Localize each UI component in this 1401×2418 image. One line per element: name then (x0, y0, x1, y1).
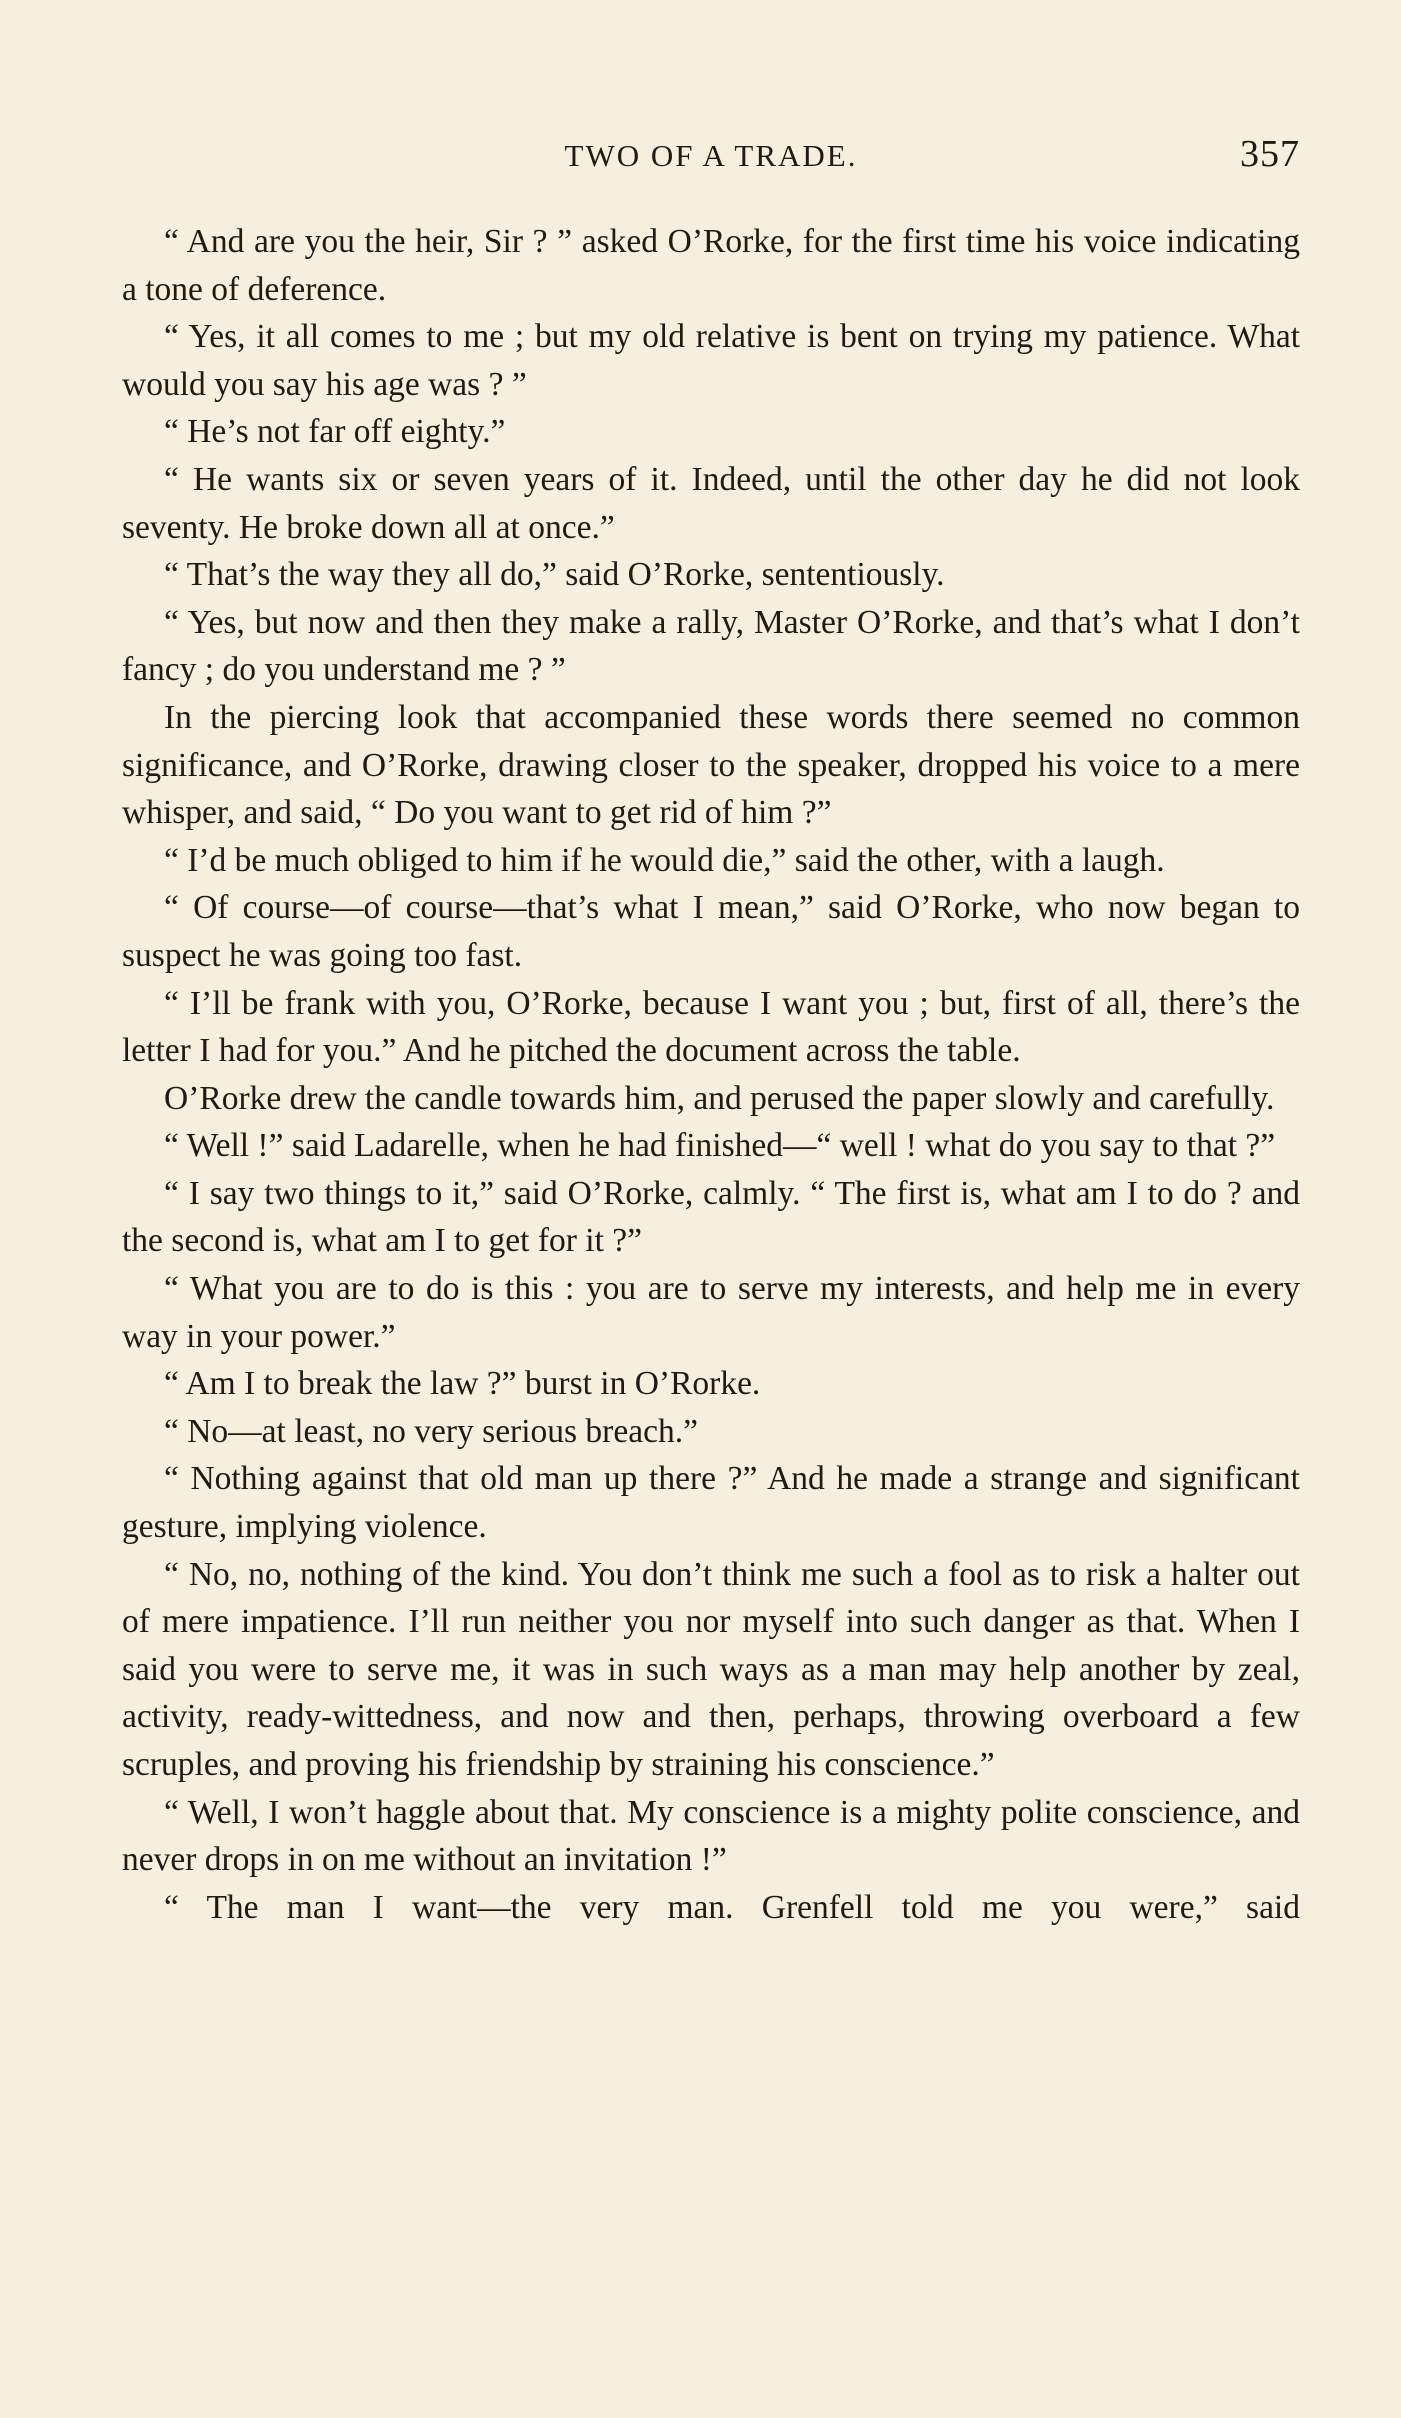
paragraph: O’Rorke drew the candle towards him, and perused the paper slowly and carefully. (164, 1079, 1275, 1117)
page-number: 357 (1240, 133, 1300, 175)
paragraph: “ Nothing against that old man up there ?” And he made a strange and significant gesture, implying violence. (122, 1460, 1300, 1546)
paragraph: “ That’s the way they all do,” said O’Rorke, sententiously. (164, 556, 945, 594)
paragraph: “ No—at least, no very serious breach.” (164, 1412, 698, 1450)
paragraph: “ I’d be much obliged to him if he would die,” said the other, with a laugh. (164, 841, 1165, 879)
paragraph: In the piercing look that accompanied these words there seemed no common significance, and O’Rorke, drawing closer to the speaker, dropped his voice to a mere whisper, and said, “ Do you want to get rid of him ?” (122, 698, 1300, 832)
paragraph: “ He wants six or seven years of it. Indeed, until the other day he did not look seventy. He broke down all at once.” (122, 460, 1300, 546)
paragraph: “ Am I to break the law ?” burst in O’Rorke. (164, 1365, 761, 1403)
body-text (122, 218, 1300, 1931)
paragraph: “ Yes, but now and then they make a rally, Master O’Rorke, and that’s what I don’t fancy ; do you understand me ? ” (122, 603, 1300, 689)
paragraph: “ I’ll be frank with you, O’Rorke, because I want you ; but, first of all, there’s the letter I had for you.” And he pitched the document across the table. (122, 984, 1300, 1070)
paragraph: “ Of course—of course—that’s what I mean,” said O’Rorke, who now began to suspect he was going too fast. (122, 889, 1300, 974)
paragraph: “ Well, I won’t haggle about that. My conscience is a mighty polite conscience, and never drops in on me without an invitation !” (122, 1793, 1300, 1879)
paragraph: “ The man I want—the very man. Grenfell told me you were,” said (164, 1888, 1300, 1926)
paragraph: “ I say two things to it,” said O’Rorke, calmly. “ The first is, what am I to do ? and the second is, what am I to get for it ?” (122, 1174, 1300, 1260)
running-header (122, 133, 1300, 186)
paragraph: “ Yes, it all comes to me ; but my old relative is bent on trying my patience. What would you say his age was ? ” (122, 318, 1300, 403)
paragraph: “ No, no, nothing of the kind. You don’t think me such a fool as to risk a halter out of mere impatience. I’ll run neither you nor myself into such danger as that. When I said you were to serve me, it was in such ways as a man may help another by zeal, activity, ready-wittedness, and now and then, perhaps, throwing overboard a few scruples, and proving his friendship by straining his conscience.” (122, 1555, 1300, 1783)
paragraph: “ What you are to do is this : you are to serve my interests, and help me in every way in your power.” (122, 1270, 1300, 1355)
paragraph: “ And are you the heir, Sir ? ” asked O’Rorke, for the first time his voice indicating a tone of deference. (122, 223, 1300, 308)
running-title: TWO OF A TRADE. (564, 138, 858, 173)
paragraph: “ Well !” said Ladarelle, when he had finished—“ well ! what do you say to that ?” (164, 1127, 1276, 1165)
paragraph: “ He’s not far off eighty.” (164, 413, 506, 451)
